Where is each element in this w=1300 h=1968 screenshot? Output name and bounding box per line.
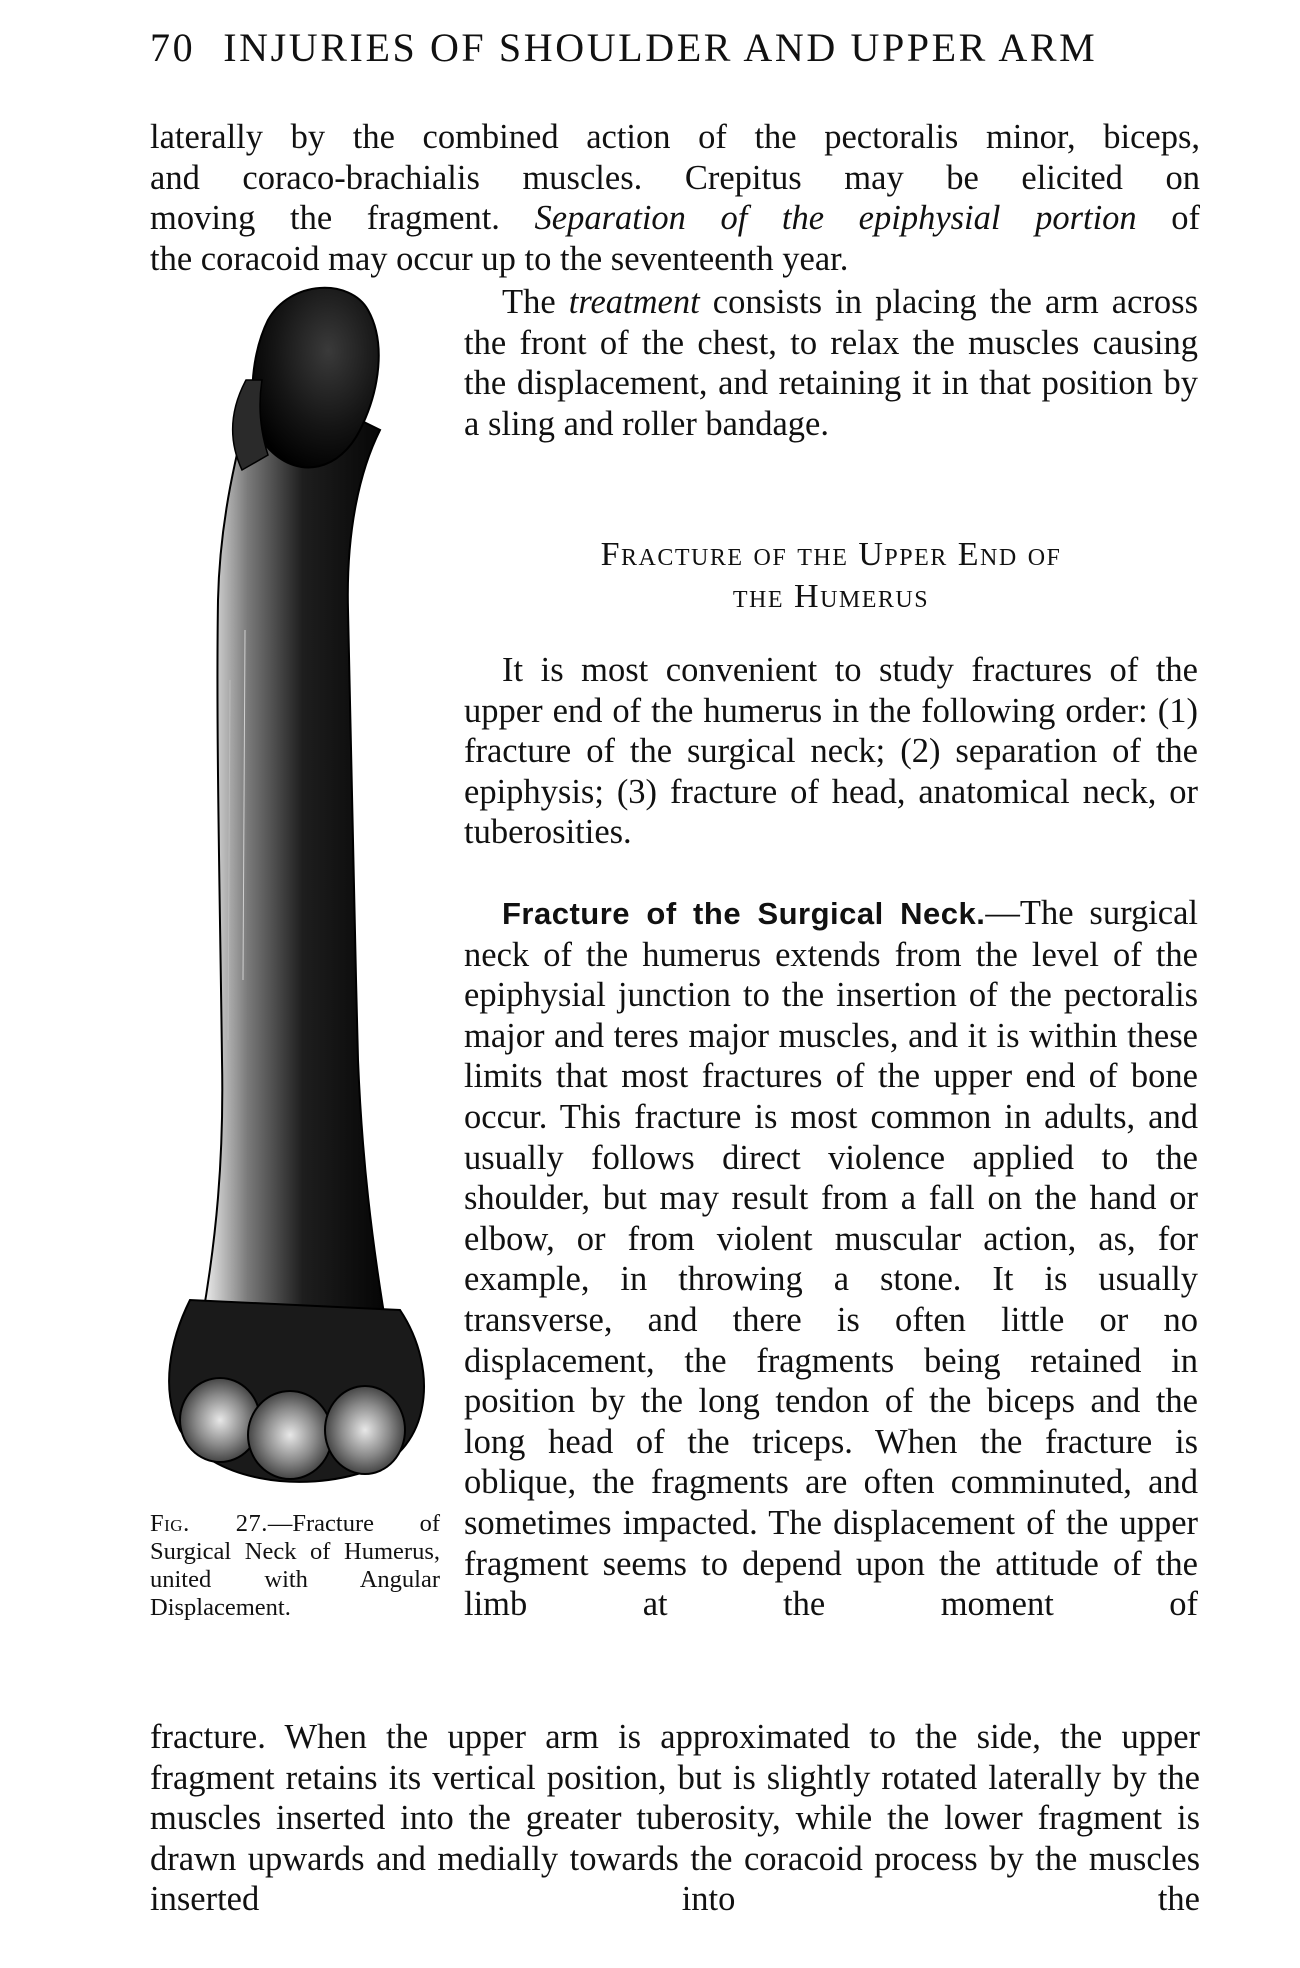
treatment-text (464, 282, 1198, 444)
top-line-2: and coraco-brachialis muscles. Crepitus may be elicited on (150, 158, 1200, 197)
surgical-neck-heading: Fracture of the Surgical Neck. (502, 896, 986, 931)
surgical-neck-body: —The surgical neck of the humerus extends from the level of the epiphysial junction to the insertion of the pectoralis major and teres major muscles, and it is within these limits that most fractures of the upper end of bone occur. This fracture is most common in adults, and usually follows direct violence applied to the shoulder, but may result from a fall on the hand or elbow, or from violent muscular action, as, for example, in throwing a stone. It is usually transverse, and there is often little or no displacement, the fragments being retained in position by the long tendon of the biceps and the long head of the triceps. When the fracture is oblique, the fragments are often comminuted, and sometimes impacted. The displacement of the upper fragment seems to depend upon the attitude of the limb at the moment of (464, 894, 1198, 1624)
section-heading-line-1: Fracture of the Upper End of (600, 536, 1062, 573)
humerus-bone-illustration (150, 280, 446, 1530)
top-line-4: the coracoid may occur up to the seventeenth year. (150, 239, 849, 278)
figure-caption (150, 1510, 440, 1622)
top-line-3-end: of (1136, 199, 1201, 238)
surgical-neck-paragraph (464, 893, 1198, 1625)
treatment-paragraph (464, 282, 1198, 444)
page-number: 70 (150, 25, 196, 70)
top-line-1: laterally by the combined action of the pectoralis minor, biceps, (150, 118, 1200, 156)
surgical-neck-text (464, 893, 1198, 1625)
running-header (150, 22, 1190, 74)
top-line-3-start: moving the fragment. (150, 199, 535, 238)
intro-text: It is most convenient to study fractures of the upper end of the humerus in the following order: (1) fracture of the surgical neck; (2) separation of the epiphysis; (3) fracture of head, anatomical neck, or tuberosities. (464, 651, 1198, 852)
epiphysial-italic: Separation of the epiphysial portion (534, 199, 1137, 238)
intro-paragraph (464, 650, 1198, 853)
figure-label: Fig. 27. (150, 1510, 268, 1537)
section-heading (464, 534, 1198, 618)
treatment-italic: treatment (568, 283, 700, 321)
bottom-text: fracture. When the upper arm is approximated to the side, the upper fragment retains its vertical position, but is slightly rotated laterally by the muscles inserted into the greater tuberosity, while the lower fragment is drawn upwards and medially towards the coracoid process by the muscles inserted into the (150, 1718, 1200, 1919)
top-paragraph (150, 117, 1200, 279)
humerus-drawing (150, 280, 446, 1510)
figure-caption-text: —Fracture of Surgical Neck of Humerus, united with Angular Displacement. (150, 1510, 440, 1621)
treatment-start: The (502, 283, 569, 321)
section-heading-line-2: the Humerus (732, 578, 930, 615)
running-title: INJURIES OF SHOULDER AND UPPER ARM (223, 25, 1098, 70)
top-line-3 (150, 198, 1200, 239)
treatment-rest: consists in placing the arm across the front of the chest, to relax the muscles causing the displacement, and retaining it in that position by a sling and roller bandage. (464, 283, 1198, 443)
bottom-paragraph (150, 1717, 1200, 1920)
